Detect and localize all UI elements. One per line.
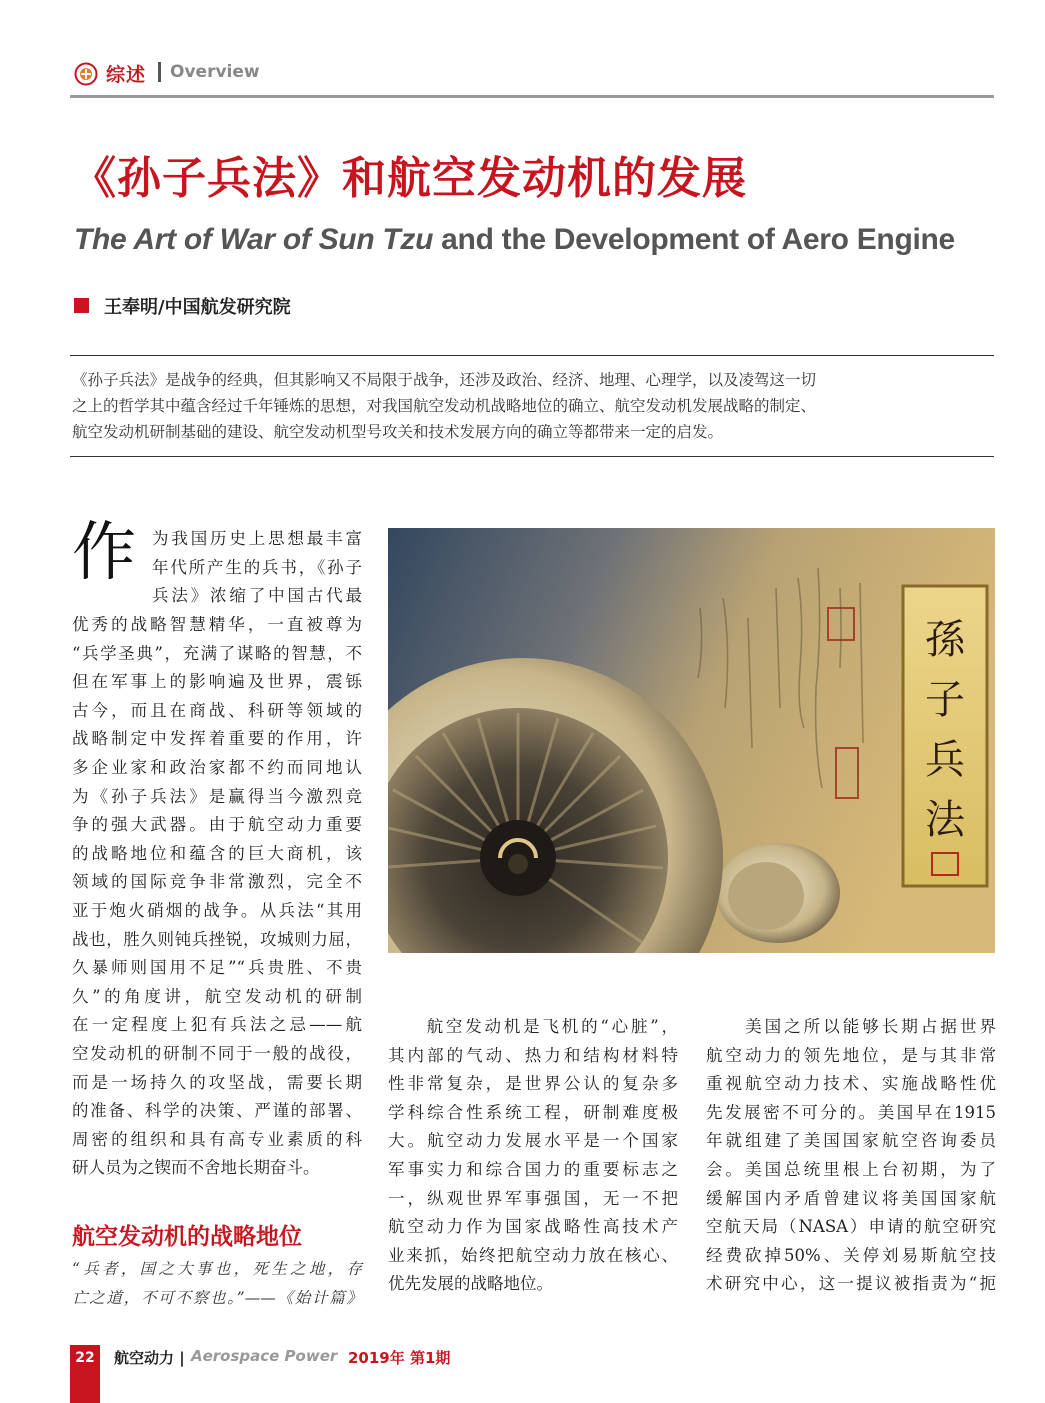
text-line: 研人员为之锲而不舍地长期奋斗。: [72, 1158, 320, 1178]
text-line: 而是一场持久的攻坚战，需要长期: [72, 1072, 362, 1092]
text-line: 美国之所以能够长期占据世界: [706, 1017, 996, 1036]
text-line: 空发动机的研制不同于一般的战役，: [72, 1043, 362, 1063]
magazine-name-cn: 航空动力: [114, 1349, 175, 1367]
page-number: 22: [75, 1350, 95, 1366]
text-line: 的战略地位和蕴含的巨大商机，该: [72, 843, 362, 863]
text-line: 的准备、科学的决策、严谨的部署、: [72, 1101, 362, 1121]
scroll-title-char: 法: [925, 797, 965, 843]
article-title-en: [74, 223, 955, 257]
text-line: 年就组建了美国国家航空咨询委员: [706, 1131, 996, 1151]
text-line: 兵法》浓缩了中国古代最: [152, 586, 362, 606]
text-line: 大。航空动力发展水平是一个国家: [388, 1131, 678, 1151]
text-line: 在一定程度上犯有兵法之忌——航: [72, 1015, 362, 1035]
section-heading: 航空发动机的战略地位: [72, 1224, 302, 1250]
text-line: 战略制定中发挥着重要的作用，许: [72, 729, 362, 749]
text-line: 多企业家和政治家都不约而同地认: [72, 757, 362, 777]
text-line: 经费砍掉50%、关停刘易斯航空技: [706, 1245, 996, 1265]
text-line: 争的强大武器。由于航空动力重要: [72, 815, 362, 835]
quote-line: 亡之道，不可不察也。”——《始计篇》: [72, 1289, 362, 1307]
text-line: 年代所产生的兵书，《孙子: [152, 557, 362, 577]
text-line: 空航天局（NASA）申请的航空研究: [706, 1217, 996, 1237]
column-1-top: [152, 525, 362, 611]
title-en-italic: The Art of War of Sun Tzu: [74, 223, 434, 256]
header-rule: [70, 95, 994, 98]
text-line: 航空动力的领先地位，是与其非常: [706, 1045, 996, 1065]
issue-label: 2019年 第1期: [348, 1349, 451, 1367]
text-line: 久”的角度讲，航空发动机的研制: [72, 986, 362, 1006]
column-1: [72, 611, 362, 1183]
epigraph-quote: [72, 1255, 362, 1313]
article-figure: [388, 528, 995, 953]
abstract-bottom-rule: [70, 456, 994, 457]
abstract-top-rule: [70, 355, 994, 356]
text-line: 久暴师则国用不足”“兵贵胜、不贵: [72, 958, 362, 978]
journal-logo-icon: [74, 62, 98, 86]
text-line: 业来抓，始终把航空动力放在核心、: [388, 1245, 678, 1265]
author-marker: [74, 298, 89, 313]
magazine-name: 航空动力 |: [114, 1349, 185, 1367]
text-line: 先发展密不可分的。美国早在1915: [706, 1102, 996, 1122]
text-line: 性非常复杂，是世界公认的复杂多: [388, 1074, 678, 1094]
text-line: 学科综合性系统工程，研制难度极: [388, 1102, 678, 1122]
text-line: 航空动力作为国家战略性高技术产: [388, 1217, 678, 1237]
scroll-title-char: 兵: [925, 737, 965, 783]
text-line: 古今，而且在商战、科研等领域的: [72, 700, 362, 720]
abstract-line: 《孙子兵法》是战争的经典，但其影响又不局限于战争，还涉及政治、经济、地理、心理学，以及凌驾这一切: [72, 371, 817, 389]
title-en-rest: and the Development of Aero Engine: [433, 223, 955, 256]
text-line: 重视航空动力技术、实施战略性优: [706, 1074, 996, 1094]
text-line: 为我国历史上思想最丰富: [152, 529, 362, 548]
text-line: 会。美国总统里根上台初期，为了: [706, 1159, 996, 1179]
abstract-line: 之上的哲学其中蕴含经过千年锤炼的思想，对我国航空发动机战略地位的确立、航空发动机发展战略的制定、: [72, 397, 817, 415]
section-label-en: Overview: [170, 62, 260, 82]
text-line: 战也，胜久则钝兵挫锐，攻城则力屈，: [72, 929, 362, 949]
text-line: 但在军事上的影响遍及世界，震铄: [72, 672, 362, 692]
text-line: 其内部的气动、热力和结构材料特: [388, 1045, 678, 1065]
header-separator: [158, 62, 161, 82]
column-3: [706, 1013, 996, 1299]
scroll-title-char: 孫: [925, 617, 965, 663]
drop-cap: 作: [72, 516, 136, 590]
scroll-title-char: 子: [925, 677, 965, 723]
text-line: 为《孙子兵法》是赢得当今激烈竞: [72, 786, 362, 806]
text-line: 航空发动机是飞机的“心脏”，: [388, 1017, 678, 1036]
author-line: 王奉明/中国航发研究院: [104, 297, 291, 318]
text-line: 优秀的战略智慧精华，一直被尊为: [72, 615, 362, 634]
article-title-cn: 《孙子兵法》和航空发动机的发展: [72, 153, 747, 204]
magazine-name-en: Aerospace Power: [191, 1347, 338, 1365]
text-line: 缓解国内矛盾曾建议将美国国家航: [706, 1188, 996, 1208]
section-label: 综述: [106, 64, 147, 86]
text-line: 领域的国际竞争非常激烈，完全不: [72, 872, 362, 892]
text-line: 军事实力和综合国力的重要标志之: [388, 1159, 678, 1179]
abstract-line: 航空发动机研制基础的建设、航空发动机型号攻关和技术发展方向的确立等都带来一定的启发。: [72, 423, 724, 441]
text-line: 周密的组织和具有高专业素质的科: [72, 1129, 362, 1149]
column-2: [388, 1013, 678, 1299]
text-line: 一，纵观世界军事强国，无一不把: [388, 1188, 678, 1208]
text-line: “兵学圣典”，充满了谋略的智慧，不: [72, 643, 362, 663]
abstract: [72, 367, 994, 445]
text-line: 亚于炮火硝烟的战争。从兵法“其用: [72, 900, 362, 920]
text-line: 术研究中心，这一提议被指责为“扼: [706, 1274, 996, 1294]
text-line: 优先发展的战略地位。: [388, 1274, 553, 1294]
quote-line: “兵者，国之大事也，死生之地，存: [72, 1260, 362, 1278]
